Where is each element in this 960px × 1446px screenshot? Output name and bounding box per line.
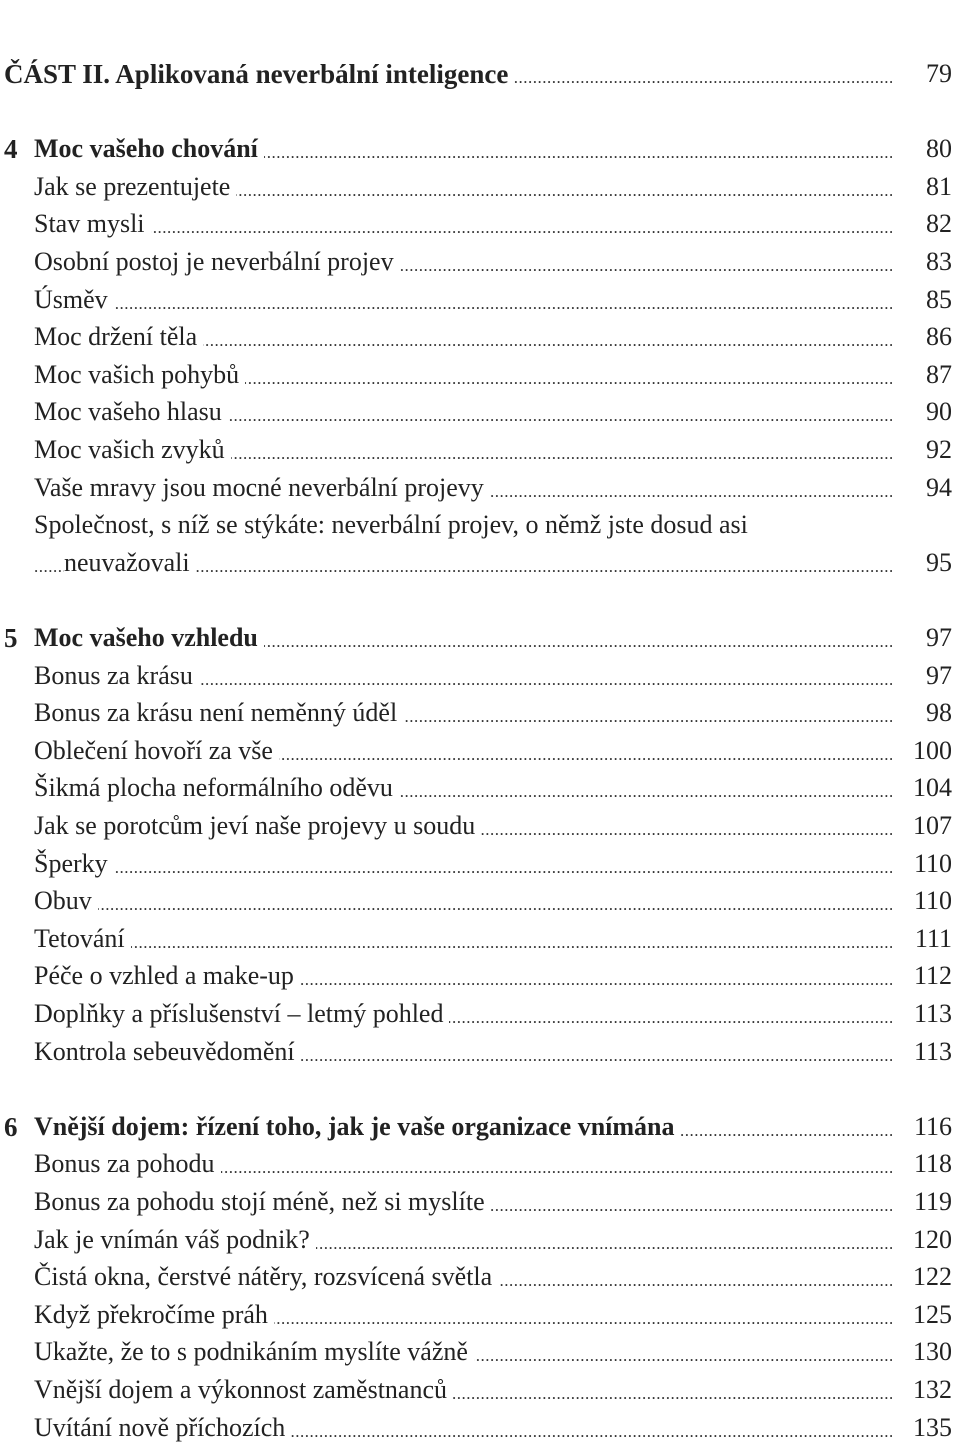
entry-title: Šperky: [34, 846, 114, 882]
page-number: 90: [892, 394, 952, 430]
part-title: ČÁST II. Aplikovaná neverbální inteligence: [4, 56, 514, 92]
page-number: 122: [892, 1259, 952, 1295]
chapter-number: 6: [4, 1111, 18, 1142]
page-number: 98: [892, 695, 952, 731]
page-number: 87: [892, 357, 952, 393]
page-number: 85: [892, 282, 952, 318]
chapter-heading: [4, 620, 952, 656]
entry-title: Čistá okna, čerstvé nátěry, rozsvícená světla: [34, 1259, 498, 1295]
dot-leader: [34, 921, 894, 957]
page-number: 113: [892, 1034, 952, 1070]
toc-entry: [4, 1297, 952, 1333]
page-number: 111: [892, 921, 952, 957]
toc-entry: [4, 733, 952, 769]
entry-title: Šikmá plocha neformálního oděvu: [34, 770, 399, 806]
page-number: 79: [892, 56, 952, 92]
page-number: 130: [892, 1334, 952, 1370]
toc-entry: [4, 808, 952, 844]
chapter-heading: [4, 131, 952, 167]
entry-title: Tetování: [34, 921, 131, 957]
page-number: 110: [892, 846, 952, 882]
toc-entry: [4, 695, 952, 731]
page-number: 95: [892, 545, 952, 581]
page-number: 80: [892, 131, 952, 167]
toc-entry: [4, 883, 952, 919]
entry-title: Stav mysli: [34, 206, 151, 242]
chapter-number: 5: [4, 623, 18, 653]
entry-title: Když překročíme práh: [34, 1297, 274, 1333]
entry-title: Bonus za krásu: [34, 658, 199, 694]
toc-entry: [4, 996, 952, 1032]
page-number: 110: [892, 883, 952, 919]
toc-entry: [4, 958, 952, 994]
entry-title: Vaše mravy jsou mocné neverbální projevy: [34, 470, 490, 506]
toc-entry: [4, 1372, 952, 1408]
entry-title: Jak se prezentujete: [34, 169, 236, 205]
toc-entry: [4, 357, 952, 393]
toc-entry: [4, 921, 952, 957]
entry-title: Obuv: [34, 883, 98, 919]
entry-title: Osobní postoj je neverbální projev: [34, 244, 400, 280]
page-number: 94: [892, 470, 952, 506]
dot-leader: [34, 883, 894, 919]
entry-title: Vnější dojem a výkonnost zaměstnanců: [34, 1372, 453, 1408]
toc-entry: [4, 1259, 952, 1295]
page-number: 125: [892, 1297, 952, 1333]
dot-leader: [34, 282, 894, 318]
toc-entry: [4, 319, 952, 355]
entry-title: Jak se porotcům jeví naše projevy u soudu: [34, 808, 481, 844]
entry-title: Moc vašich zvyků: [34, 432, 231, 468]
page-number: 135: [892, 1410, 952, 1446]
page-number: 83: [892, 244, 952, 280]
page-number: 104: [892, 770, 952, 806]
dot-leader: [34, 846, 894, 882]
page-number: 116: [892, 1109, 952, 1145]
entry-title: Doplňky a příslušenství – letmý pohled: [34, 996, 449, 1032]
page-number: 120: [892, 1222, 952, 1258]
entry-title: Bonus za krásu není neměnný úděl: [34, 695, 403, 731]
toc-entry: [4, 1034, 952, 1070]
entry-title: Moc vašeho hlasu: [34, 394, 228, 430]
toc-entry: [4, 1334, 952, 1370]
toc-entry: [4, 1184, 952, 1220]
entry-title: neuvažovali: [64, 545, 196, 581]
toc-entry: [4, 169, 952, 205]
page-number: 107: [892, 808, 952, 844]
page-number: 100: [892, 733, 952, 769]
entry-title: Uvítání nově příchozích: [34, 1410, 291, 1446]
entry-title: Moc držení těla: [34, 319, 203, 355]
toc-entry: [4, 770, 952, 806]
toc-entry-multiline: [4, 507, 952, 543]
page-number: 86: [892, 319, 952, 355]
entry-title: Oblečení hovoří za vše: [34, 733, 279, 769]
page-number: 82: [892, 206, 952, 242]
entry-title: Jak je vnímán váš podnik?: [34, 1222, 316, 1258]
entry-title: Ukažte, že to s podnikáním myslíte vážně: [34, 1334, 474, 1370]
entry-title: Péče o vzhled a make-up: [34, 958, 300, 994]
page-number: 92: [892, 432, 952, 468]
toc-entry: [4, 432, 952, 468]
page-number: 112: [892, 958, 952, 994]
toc-entry: [4, 1410, 952, 1446]
toc-entry: [4, 545, 952, 581]
toc-entry: [4, 244, 952, 280]
page-number: 113: [892, 996, 952, 1032]
toc-entry: [4, 394, 952, 430]
page-number: 81: [892, 169, 952, 205]
entry-title: Úsměv: [34, 282, 114, 318]
entry-title: Kontrola sebeuvědomění: [34, 1034, 301, 1070]
page-number: 97: [892, 658, 952, 694]
page-number: 118: [892, 1146, 952, 1182]
toc-entry: [4, 282, 952, 318]
toc-entry: [4, 206, 952, 242]
chapter-number: 4: [4, 134, 18, 165]
toc-entry: [4, 658, 952, 694]
chapter-title: Moc vašeho vzhledu: [34, 620, 264, 656]
entry-title: Bonus za pohodu stojí méně, než si myslíte: [34, 1184, 491, 1220]
entry-title: Moc vašich pohybů: [34, 357, 245, 393]
toc-entry: [4, 846, 952, 882]
dot-leader: [34, 206, 894, 242]
toc-entry: [4, 1146, 952, 1182]
part-heading: [4, 56, 952, 92]
page-number: 97: [892, 620, 952, 656]
entry-title: Bonus za pohodu: [34, 1146, 221, 1182]
toc-entry: [4, 470, 952, 506]
chapter-title: Vnější dojem: řízení toho, jak je vaše organizace vnímána: [34, 1109, 681, 1145]
page-number: 119: [892, 1184, 952, 1220]
page-number: 132: [892, 1372, 952, 1408]
chapter-heading: [4, 1109, 952, 1145]
entry-title: Společnost, s níž se stýkáte: neverbální projev, o němž jste dosud asi: [34, 507, 754, 543]
chapter-title: Moc vašeho chování: [34, 131, 264, 167]
toc-entry: [4, 1222, 952, 1258]
